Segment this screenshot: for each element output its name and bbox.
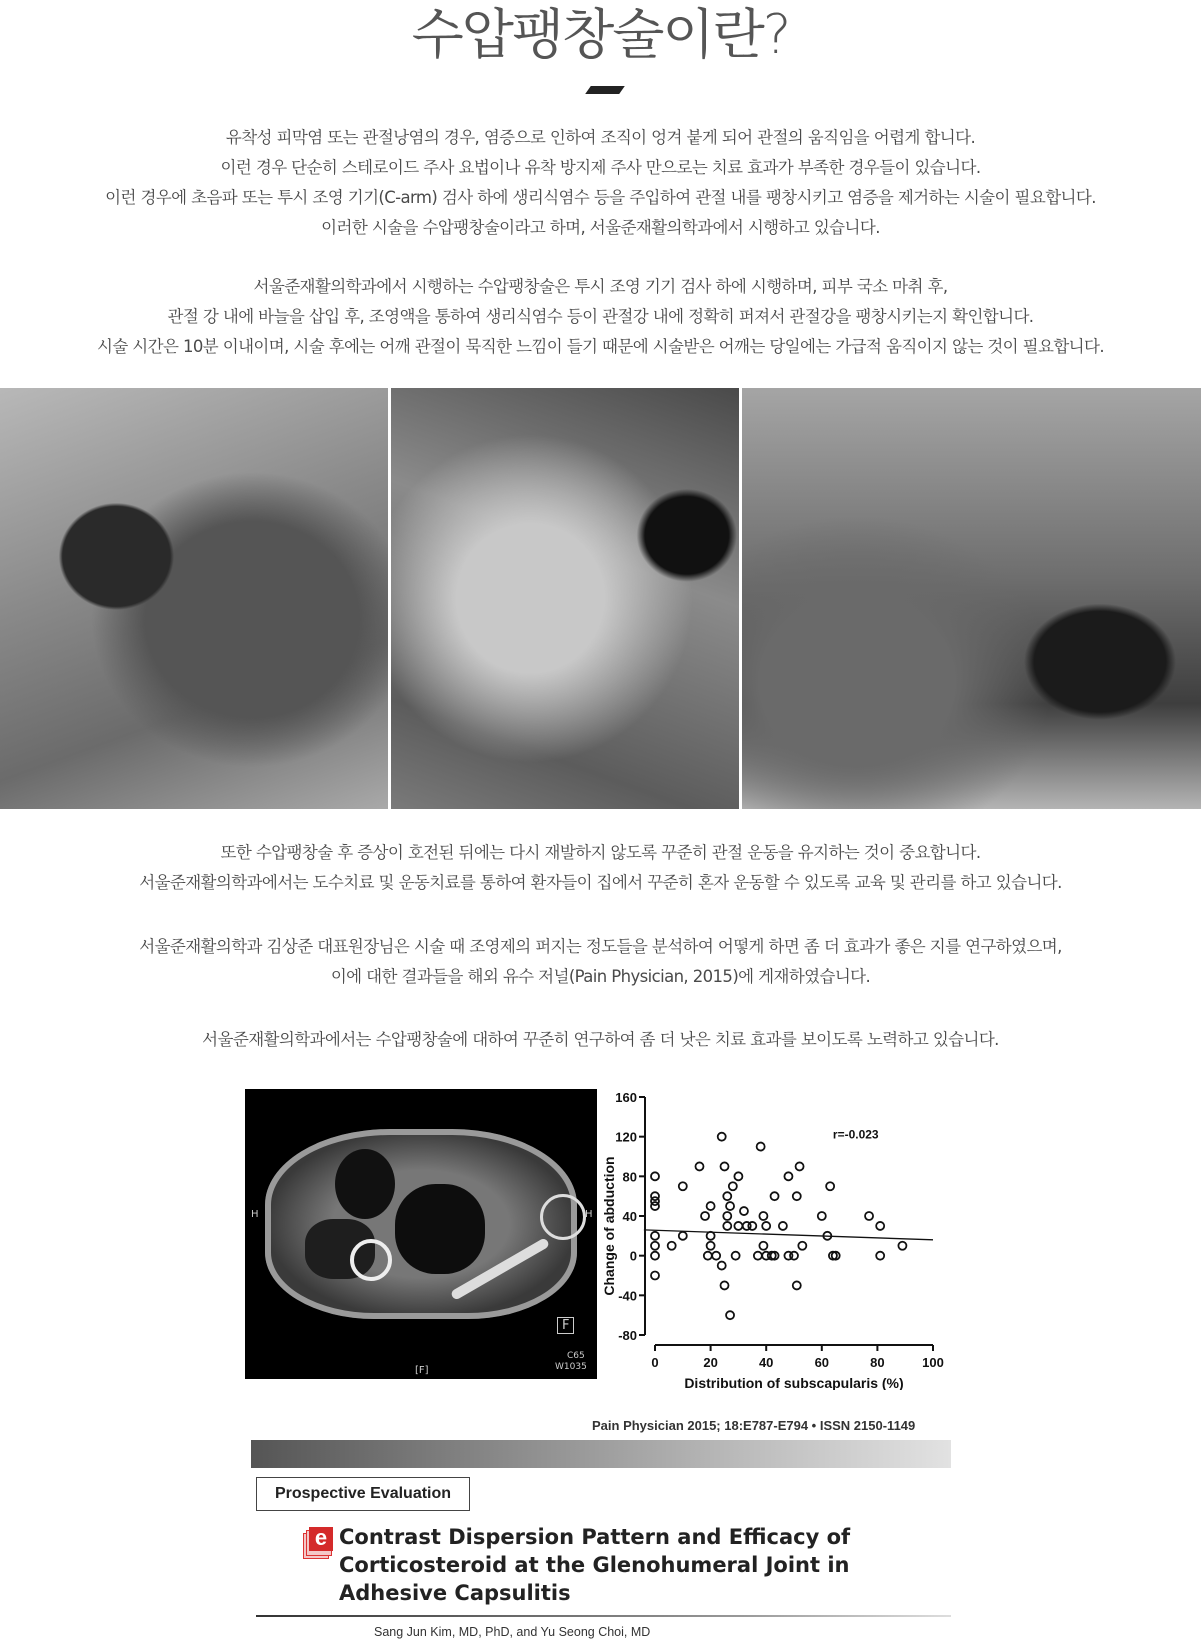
- body-paragraph-3: [0, 838, 1201, 898]
- ct-lung-left: [335, 1149, 395, 1219]
- data-point: [826, 1182, 834, 1190]
- text-line: 서울준재활의학과 김상준 대표원장님은 시술 때 조영제의 퍼지는 정도들을 분석하여 어떻게 하면 좀 더 효과가 좋은 지를 연구하였으며,: [139, 937, 1062, 956]
- data-point: [712, 1252, 720, 1260]
- y-tick-label: 40: [622, 1209, 637, 1224]
- text-line: 이런 경우에 초음파 또는 투시 조영 기기(C-arm) 검사 하에 생리식염수 등을 주입하여 관절 내를 팽창시키고 염증을 제거하는 시술이 필요합니다.: [105, 188, 1096, 207]
- ct-scan-image: [245, 1089, 597, 1379]
- data-point: [721, 1281, 729, 1289]
- data-point: [726, 1202, 734, 1210]
- data-point: [793, 1281, 801, 1289]
- text-line: 서울준재활의학과에서는 수압팽창술에 대하여 꾸준히 연구하여 좀 더 낫은 치료 효과를 보이도록 노력하고 있습니다.: [202, 1030, 999, 1049]
- data-point: [762, 1222, 770, 1230]
- x-axis-title: Distribution of subscapularis (%): [684, 1375, 904, 1390]
- intro-paragraph-1: [0, 123, 1201, 243]
- data-point: [651, 1232, 659, 1240]
- data-point: [779, 1222, 787, 1230]
- data-point: [651, 1172, 659, 1180]
- body-paragraph-4: [0, 932, 1201, 992]
- data-point: [729, 1182, 737, 1190]
- data-point: [784, 1172, 792, 1180]
- x-tick-label: 40: [758, 1355, 774, 1370]
- ct-label-corner: F: [557, 1317, 574, 1334]
- data-point: [748, 1222, 756, 1230]
- text-line: 또한 수압팽창술 후 증상이 호전된 뒤에는 다시 재발하지 않도록 꾸준히 관절 운동을 유지하는 것이 중요합니다.: [220, 843, 981, 862]
- data-point: [651, 1252, 659, 1260]
- data-point: [898, 1242, 906, 1250]
- body-paragraph-5: [0, 1025, 1201, 1055]
- paper-authors: Sang Jun Kim, MD, PhD, and Yu Seong Choi, MD: [374, 1625, 651, 1639]
- x-tick-label: 20: [703, 1355, 718, 1370]
- text-line: 이에 대한 결과들을 해외 유수 저널(Pain Physician, 2015)에 게재하였습니다.: [330, 967, 871, 986]
- data-point: [707, 1202, 715, 1210]
- data-point: [723, 1192, 731, 1200]
- y-tick-label: -80: [618, 1328, 637, 1343]
- text-line: 서울준재활의학과에서는 도수치료 및 운동치료를 통하여 환자들이 집에서 꾸준히 혼자 운동할 수 있도록 교육 및 관리를 하고 있습니다.: [139, 873, 1062, 892]
- text-line: 서울준재활의학과에서 시행하는 수압팽창술은 투시 조영 기기 검사 하에 시행하며, 피부 국소 마취 후,: [253, 277, 948, 296]
- ct-label-c: C65: [567, 1351, 585, 1361]
- data-point: [771, 1192, 779, 1200]
- data-point: [718, 1262, 726, 1270]
- scatter-chart: [600, 1085, 960, 1390]
- ct-label-right: H: [585, 1209, 593, 1220]
- y-tick-label: 120: [615, 1129, 637, 1145]
- x-tick-label: 100: [922, 1355, 944, 1370]
- data-point: [695, 1162, 703, 1170]
- data-point: [679, 1182, 687, 1190]
- ct-humeral-head: [540, 1194, 586, 1240]
- data-point: [790, 1252, 798, 1260]
- ct-lung-right: [395, 1184, 485, 1274]
- data-point: [718, 1133, 726, 1141]
- ct-label-left: H: [251, 1209, 259, 1220]
- paper-title-line: Adhesive Capsulitis: [339, 1581, 571, 1605]
- data-point: [679, 1232, 687, 1240]
- data-point: [798, 1242, 806, 1250]
- y-axis-title: Change of abduction: [601, 1156, 617, 1296]
- data-point: [734, 1172, 742, 1180]
- data-point: [740, 1207, 748, 1215]
- data-point: [876, 1222, 884, 1230]
- ct-label-w: W1035: [555, 1362, 587, 1372]
- data-point: [734, 1222, 742, 1230]
- text-line: 시술 시간은 10분 이내이며, 시술 후에는 어깨 관절이 묵직한 느낌이 들기 때문에 시술받은 어깨는 당일에는 가급적 움직이지 않는 것이 필요합니다.: [96, 337, 1104, 356]
- y-tick-label: 0: [629, 1248, 637, 1264]
- data-point: [726, 1311, 734, 1319]
- e-publication-icon: [303, 1527, 333, 1557]
- data-point: [793, 1192, 801, 1200]
- x-tick-label: 0: [651, 1355, 659, 1370]
- data-point: [754, 1252, 762, 1260]
- data-point: [723, 1222, 731, 1230]
- x-tick-label: 80: [870, 1355, 885, 1370]
- text-line: 관절 강 내에 바늘을 삽입 후, 조영액을 통하여 생리식염수 등이 관절강 내에 정확히 퍼져서 관절강을 팽창시키는지 확인합니다.: [167, 307, 1034, 326]
- correlation-annotation: r=-0.023: [832, 1127, 879, 1142]
- fluoroscopy-images: [0, 388, 1201, 809]
- data-point: [732, 1252, 740, 1260]
- data-point: [723, 1212, 731, 1220]
- text-line: 이러한 시술을 수압팽창술이라고 하며, 서울준재활의학과에서 시행하고 있습니다.: [321, 218, 880, 237]
- text-line: 이런 경우 단순히 스테로이드 주사 요법이나 유착 방지제 주사 만으로는 치료 효과가 부족한 경우들이 있습니다.: [220, 158, 981, 177]
- data-point: [796, 1162, 804, 1170]
- data-point: [876, 1252, 884, 1260]
- e-logo-letter: e: [309, 1527, 333, 1551]
- data-point: [707, 1242, 715, 1250]
- ct-vertebra: [350, 1239, 392, 1281]
- paper-title: [339, 1523, 939, 1607]
- title-rule: [256, 1615, 951, 1617]
- ct-label-bottom: [F]: [415, 1365, 429, 1376]
- data-point: [707, 1232, 715, 1240]
- intro-paragraph-2: [0, 272, 1201, 362]
- data-point: [704, 1252, 712, 1260]
- data-point: [759, 1212, 767, 1220]
- y-tick-label: -40: [618, 1288, 637, 1304]
- data-point: [818, 1212, 826, 1220]
- data-point: [651, 1272, 659, 1280]
- shoulder-xray-3: [742, 388, 1201, 809]
- gradient-bar: [251, 1440, 951, 1468]
- data-point: [865, 1212, 873, 1220]
- page-title: 수압팽창술이란?: [411, 3, 790, 66]
- data-point: [651, 1242, 659, 1250]
- text-line: 유착성 피막염 또는 관절낭염의 경우, 염증으로 인하여 조직이 엉겨 붙게 되어 관절의 움직임을 어렵게 합니다.: [225, 128, 976, 147]
- data-point: [701, 1212, 709, 1220]
- shoulder-xray-1: [0, 388, 388, 809]
- data-point: [668, 1242, 676, 1250]
- paper-title-line: Corticosteroid at the Glenohumeral Joint in: [339, 1553, 850, 1577]
- data-point: [759, 1242, 767, 1250]
- paper-citation: Pain Physician 2015; 18:E787-E794 • ISSN 2150-1149: [592, 1418, 916, 1433]
- paper-title-line: Contrast Dispersion Pattern and Efficacy of: [339, 1525, 851, 1549]
- y-tick-label: 160: [615, 1090, 637, 1105]
- data-point: [757, 1143, 765, 1151]
- data-point: [651, 1202, 659, 1210]
- title-accent-mark: [585, 86, 625, 94]
- y-tick-label: 80: [622, 1169, 637, 1185]
- section-label: Prospective Evaluation: [256, 1477, 470, 1511]
- shoulder-xray-2: [391, 388, 739, 809]
- x-tick-label: 60: [814, 1355, 830, 1370]
- data-point: [721, 1162, 729, 1170]
